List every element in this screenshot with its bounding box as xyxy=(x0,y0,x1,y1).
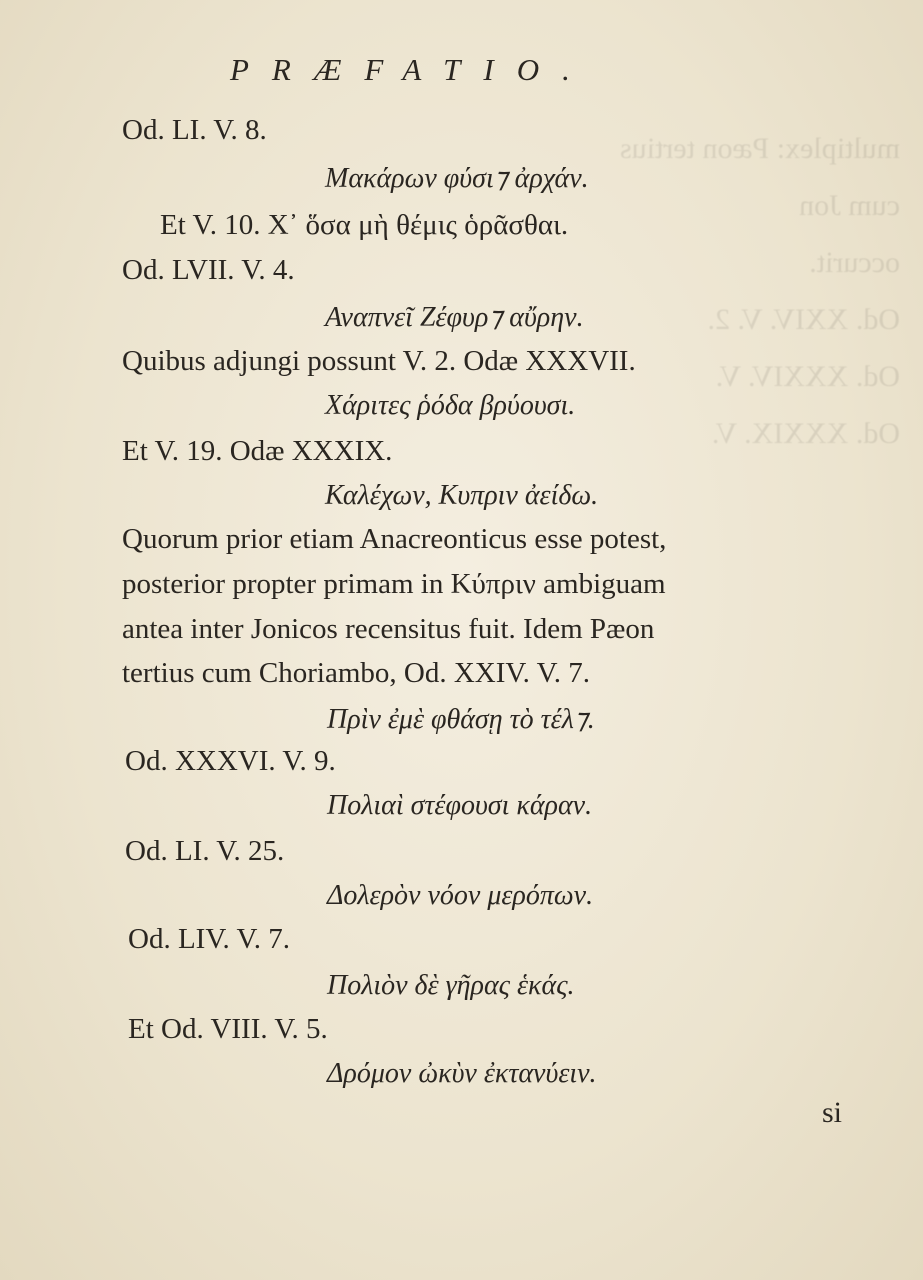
citation-line: Et V. 10. Χ᾽ ὅσα μὴ θέμις ὁρᾶσθαι. xyxy=(160,209,569,241)
citation-line: Et Od. VIII. V. 5. xyxy=(128,1013,328,1045)
citation-line: Od. LIV. V. 7. xyxy=(128,923,290,955)
greek-verse: Χάριτες ῥόδα βρύουσι. xyxy=(325,390,576,421)
citation-line: Od. LVII. V. 4. xyxy=(122,254,295,286)
page-header: PRÆFATIO. xyxy=(230,52,593,87)
prose-line: antea inter Jonicos recensitus fuit. Idem Pæon xyxy=(122,613,655,645)
prose-line: tertius cum Choriambo, Od. XXIV. V. 7. xyxy=(122,657,591,689)
greek-verse: Δρόμον ὠκὺν ἐκτανύειν. xyxy=(327,1058,597,1089)
greek-verse: Πρὶν ἐμὲ φθάσῃ τὸ τέλ⁊. xyxy=(327,704,595,735)
greek-verse: Αναπνεῖ Ζέφυρ⁊ αὔρην. xyxy=(325,302,584,333)
greek-verse: Πολιαὶ στέφουσι κάραν. xyxy=(327,790,593,821)
catchword: si xyxy=(822,1096,843,1129)
prose-line: posterior propter primam in Κύπριν ambiguam xyxy=(122,568,666,600)
greek-verse: Δολερὸν νόον μερόπων. xyxy=(327,880,594,911)
prose-line: Quorum prior etiam Anacreonticus esse potest, xyxy=(122,523,667,555)
greek-verse: Μακάρων φύσι⁊ ἀρχάν. xyxy=(325,163,589,194)
show-through-text: multiplex: Pæon tertius cum Jon occurit. Od. XXIV. V. 2. Od. XXXIV. V. Od. XXXIX. V. xyxy=(619,132,900,450)
greek-verse: Πολιὸν δὲ γῆρας ἑκάς. xyxy=(327,970,575,1001)
citation-line: Et V. 19. Odæ XXXIX. xyxy=(122,435,393,467)
citation-line: Od. LI. V. 8. xyxy=(122,114,267,146)
citation-line: Od. LI. V. 25. xyxy=(125,835,285,867)
prose-line: Quibus adjungi possunt V. 2. Odæ XXXVII. xyxy=(122,345,636,377)
greek-verse: Καλέχων, Κυπριν ἀείδω. xyxy=(325,480,599,511)
citation-line: Od. XXXVI. V. 9. xyxy=(125,745,336,777)
